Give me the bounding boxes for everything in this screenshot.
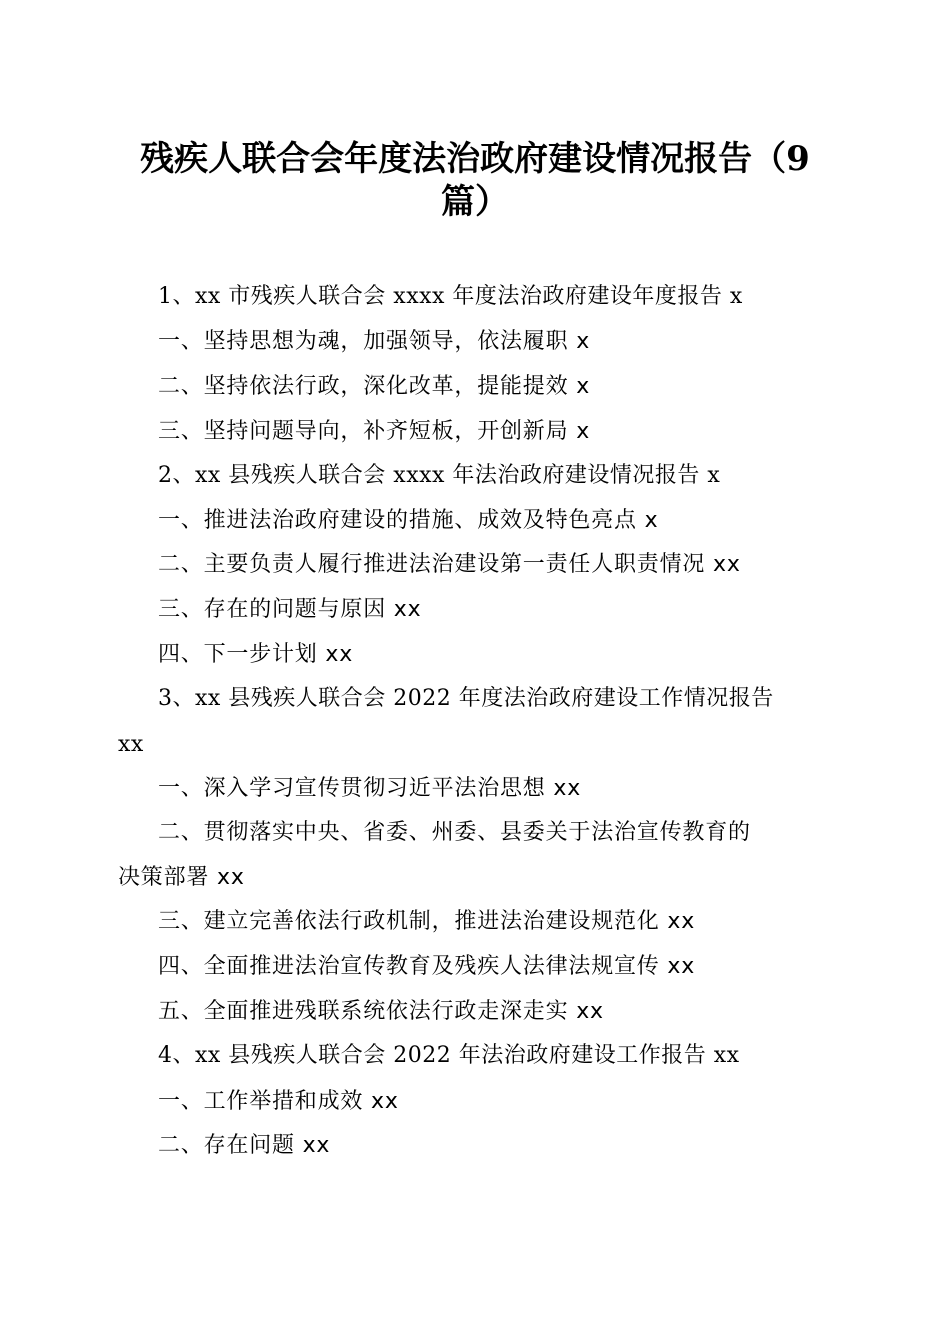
toc-subentry: 二、主要负责人履行推进法治建设第一责任人职责情况 xx [158,552,741,577]
toc-entry: 4、xx 县残疾人联合会 2022 年法治政府建设工作报告 xx [158,1043,740,1068]
toc-subentry: 四、下一步计划 xx [158,642,354,667]
toc-entry: 2、xx 县残疾人联合会 xxxx 年法治政府建设情况报告 x [158,463,721,488]
toc-subentry: 四、全面推进法治宣传教育及残疾人法律法规宣传 xx [158,954,696,979]
document-title-continued: 篇） [441,182,509,222]
toc-subentry: 二、贯彻落实中央、省委、州委、县委关于法治宣传教育的 [158,820,751,845]
toc-subentry: 一、工作举措和成效 xx [158,1089,399,1114]
toc-entry: 3、xx 县残疾人联合会 2022 年度法治政府建设工作情况报告 [158,686,774,711]
toc-subentry: 一、深入学习宣传贯彻习近平法治思想 xx [158,776,582,801]
toc-entry-continued: xx [118,732,144,757]
toc-subentry: 三、建立完善依法行政机制，推进法治建设规范化 xx [158,909,696,934]
toc-subentry-continued: 决策部署 xx [118,865,245,890]
toc-subentry: 一、坚持思想为魂，加强领导，依法履职 x [158,329,591,354]
toc-subentry: 三、存在的问题与原因 xx [158,597,422,622]
toc-subentry: 一、推进法治政府建设的措施、成效及特色亮点 x [158,508,659,533]
toc-subentry: 二、存在问题 xx [158,1133,331,1158]
toc-entry: 1、xx 市残疾人联合会 xxxx 年度法治政府建设年度报告 x [158,284,743,309]
document-title: 残疾人联合会年度法治政府建设情况报告（9 [140,139,810,179]
toc-subentry: 三、坚持问题导向，补齐短板，开创新局 x [158,419,591,444]
toc-subentry: 二、坚持依法行政，深化改革，提能提效 x [158,374,591,399]
toc-subentry: 五、全面推进残联系统依法行政走深走实 xx [158,999,604,1024]
